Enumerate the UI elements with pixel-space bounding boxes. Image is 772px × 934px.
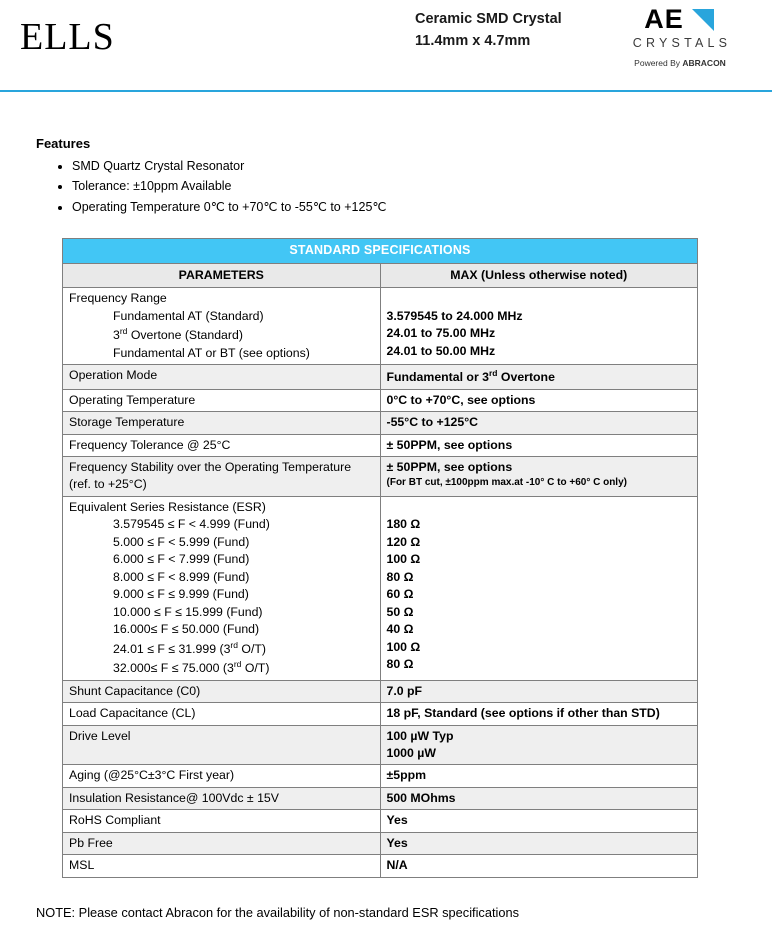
table-row	[63, 680, 698, 702]
table-cell-value: ± 50PPM, see options	[386, 437, 513, 452]
table-row	[63, 810, 698, 832]
table-cell-value: 100 Ω	[386, 639, 421, 654]
table-cell-value: 80 Ω	[386, 657, 414, 671]
parameter-line	[69, 367, 374, 384]
table-cell-value: 100 Ω	[386, 552, 421, 567]
table-cell-parameters	[63, 832, 381, 854]
parameter-line	[69, 728, 374, 745]
table-row	[63, 787, 698, 809]
parameter-line	[69, 437, 374, 454]
table-cell-value-note: (For BT cut, ±100ppm max.at -10° C to +60° C only)	[386, 477, 627, 489]
parameter-line	[69, 345, 374, 362]
table-cell-parameter: Operation Mode	[69, 368, 158, 383]
table-cell-parameter: Aging (@25°C±3°C First year)	[69, 768, 235, 783]
table-cell-max	[380, 725, 698, 765]
parameter-line	[69, 767, 374, 784]
table-cell-value: 0°C to +70°C, see options	[386, 392, 536, 407]
table-cell-value	[387, 499, 692, 516]
table-cell-parameter: Insulation Resistance@ 100Vdc ± 15V	[69, 790, 279, 805]
column-header-max: MAX (Unless otherwise noted)	[380, 263, 698, 287]
table-cell-parameters	[63, 365, 381, 390]
table-cell-max	[380, 703, 698, 725]
table-row	[63, 457, 698, 497]
parameter-line	[69, 639, 374, 659]
table-cell-value: Yes	[386, 813, 408, 828]
table-row	[63, 496, 698, 680]
table-cell-value: 40 Ω	[386, 622, 414, 637]
table-cell-value: 7.0 pF	[386, 683, 423, 698]
table-row	[63, 832, 698, 854]
parameter-line	[69, 308, 374, 325]
table-cell-parameters	[63, 855, 381, 877]
table-cell-value: Yes	[386, 835, 408, 850]
footer-note: NOTE: Please contact Abracon for the availability of non-standard ESR specifications	[36, 905, 519, 920]
table-row	[63, 765, 698, 787]
table-cell-parameter: Frequency Range	[69, 291, 167, 306]
table-cell-parameters	[63, 412, 381, 434]
table-cell-value: 18 pF, Standard (see options if other than STD)	[386, 706, 660, 721]
ael-logo-lockup	[600, 6, 760, 33]
table-cell-value: 24.01 to 50.00 MHz	[386, 343, 496, 358]
product-title-line2: 11.4mm x 4.7mm	[415, 33, 531, 50]
table-cell-parameter: 8.000 ≤ F < 8.999 (Fund)	[113, 569, 250, 584]
table-row	[63, 288, 698, 365]
table-cell-parameters	[63, 680, 381, 702]
table-cell-parameters	[63, 810, 381, 832]
table-cell-value: 3.579545 to 24.000 MHz	[386, 308, 523, 323]
table-cell-parameter: Pb Free	[69, 835, 113, 850]
table-cell-parameter: 3rd Overtone (Standard)	[113, 326, 243, 343]
table-cell-value: N/A	[386, 858, 408, 873]
table-header-row	[63, 263, 698, 287]
page-header	[0, 0, 772, 88]
table-cell-parameter: 6.000 ≤ F < 7.999 (Fund)	[113, 552, 250, 567]
parameter-line	[69, 604, 374, 621]
table-cell-value: 24.01 to 75.00 MHz	[386, 326, 496, 341]
parameter-line	[69, 516, 374, 533]
table-cell-max	[380, 365, 698, 390]
table-cell-parameter: 3.579545 ≤ F < 4.999 (Fund)	[113, 517, 270, 532]
parameter-line	[69, 414, 374, 431]
parameter-line	[69, 325, 374, 345]
table-cell-max	[380, 412, 698, 434]
table-cell-parameter: 32.000≤ F ≤ 75.000 (3rd O/T)	[113, 659, 270, 676]
table-cell-max	[380, 832, 698, 854]
table-cell-parameters	[63, 725, 381, 765]
table-cell-parameters	[63, 434, 381, 456]
parameter-line	[69, 683, 374, 700]
table-cell-max	[380, 855, 698, 877]
table-cell-parameters	[63, 496, 381, 680]
table-cell-parameters	[63, 457, 381, 497]
parameter-line	[69, 534, 374, 551]
table-cell-value: -55°C to +125°C	[386, 415, 479, 430]
table-cell-parameters	[63, 787, 381, 809]
ael-logo-subtitle: CRYSTALS	[632, 36, 732, 50]
parameter-line	[69, 586, 374, 603]
parameter-line	[69, 812, 374, 829]
table-cell-value: 50 Ω	[386, 604, 414, 619]
table-cell-parameter: Equivalent Series Resistance (ESR)	[69, 499, 266, 514]
table-cell-parameters	[63, 703, 381, 725]
table-row	[63, 365, 698, 390]
parameter-line	[69, 569, 374, 586]
table-cell-parameters	[63, 765, 381, 787]
table-cell-parameters	[63, 288, 381, 365]
brand-title: ELLS	[20, 16, 115, 58]
table-row	[63, 703, 698, 725]
powered-by-brand: ABRACON	[682, 58, 726, 68]
table-cell-value-secondary: 1000 µW	[386, 746, 436, 760]
table-cell-value: Fundamental or 3rd Overtone	[386, 368, 555, 385]
standard-specifications-table	[62, 238, 698, 878]
table-cell-parameter: Frequency Tolerance @ 25°C	[69, 437, 231, 452]
list-item: • Tolerance: ±10ppm Available	[72, 177, 736, 196]
table-cell-value: ± 50PPM, see options (For BT cut, ±100ppm max.at -10° C to +60° C only)	[387, 459, 692, 489]
table-cell-value: 500 MOhms	[386, 790, 456, 805]
table-cell-max	[380, 787, 698, 809]
table-cell-value: 120 Ω	[386, 534, 421, 549]
powered-by-label	[600, 58, 760, 68]
column-header-parameters: PARAMETERS	[63, 263, 381, 287]
table-cell-parameter: Drive Level	[69, 728, 131, 743]
parameter-line	[69, 459, 374, 494]
table-row	[63, 725, 698, 765]
table-cell-parameter: MSL	[69, 858, 95, 873]
ael-logo-text: AE	[644, 4, 684, 34]
table-cell-parameter: 16.000≤ F ≤ 50.000 (Fund)	[113, 622, 260, 637]
table-cell-max	[380, 389, 698, 411]
table-body	[63, 239, 698, 878]
parameter-line	[69, 621, 374, 638]
table-row	[63, 434, 698, 456]
table-cell-value: ±5ppm	[386, 768, 427, 783]
parameter-line	[69, 499, 374, 516]
parameter-line	[69, 705, 374, 722]
company-logo	[600, 6, 760, 68]
table-cell-parameter: Fundamental AT (Standard)	[113, 308, 264, 323]
features-section	[36, 136, 736, 218]
table-cell-value: 60 Ω	[386, 587, 414, 602]
table-cell-parameter: Fundamental AT or BT (see options)	[113, 345, 310, 360]
parameter-line	[69, 392, 374, 409]
table-cell-parameter: Frequency Stability over the Operating Temperature (ref. to +25°C)	[69, 460, 352, 492]
ael-triangle-icon	[690, 7, 716, 33]
table-cell-parameter: 10.000 ≤ F ≤ 15.999 (Fund)	[113, 604, 263, 619]
table-cell-parameter: 9.000 ≤ F ≤ 9.999 (Fund)	[113, 587, 249, 602]
table-cell-max	[380, 810, 698, 832]
parameter-line	[69, 551, 374, 568]
table-cell-value: 100 µW Typ 1000 µW	[387, 728, 692, 763]
table-title-row	[63, 239, 698, 264]
table-cell-value	[387, 290, 692, 307]
table-cell-parameter: Storage Temperature	[69, 415, 185, 430]
table-cell-parameter: Operating Temperature	[69, 392, 196, 407]
table-title: STANDARD SPECIFICATIONS	[63, 239, 698, 264]
table-cell-parameter: Load Capacitance (CL)	[69, 706, 196, 721]
table-cell-value: 80 Ω	[386, 569, 414, 584]
table-cell-parameter: 5.000 ≤ F < 5.999 (Fund)	[113, 534, 250, 549]
table-cell-parameter: RoHS Compliant	[69, 813, 161, 828]
product-title-line1: Ceramic SMD Crystal	[415, 11, 562, 27]
parameter-line	[69, 835, 374, 852]
features-list	[36, 157, 736, 217]
powered-by-prefix: Powered By	[634, 58, 683, 68]
table-cell-parameters	[63, 389, 381, 411]
table-row	[63, 389, 698, 411]
features-heading: Features	[36, 136, 91, 151]
table-cell-parameter: Shunt Capacitance (C0)	[69, 683, 201, 698]
table-row	[63, 855, 698, 877]
table-cell-parameter: 24.01 ≤ F ≤ 31.999 (3rd O/T)	[113, 639, 266, 656]
table-cell-max	[380, 680, 698, 702]
list-item: • SMD Quartz Crystal Resonator	[72, 157, 736, 176]
parameter-line	[69, 290, 374, 307]
table-cell-max	[380, 765, 698, 787]
parameter-line	[69, 857, 374, 874]
table-cell-max	[380, 496, 698, 680]
table-row	[63, 412, 698, 434]
table-cell-max	[380, 434, 698, 456]
product-title	[415, 8, 562, 53]
list-item: • Operating Temperature 0℃ to +70℃ to -55℃ to +125℃	[72, 198, 736, 217]
table-cell-max	[380, 288, 698, 365]
parameter-line	[69, 658, 374, 678]
parameter-line	[69, 790, 374, 807]
table-cell-max	[380, 457, 698, 497]
table-cell-value: 180 Ω	[386, 517, 421, 532]
header-divider	[0, 90, 772, 92]
